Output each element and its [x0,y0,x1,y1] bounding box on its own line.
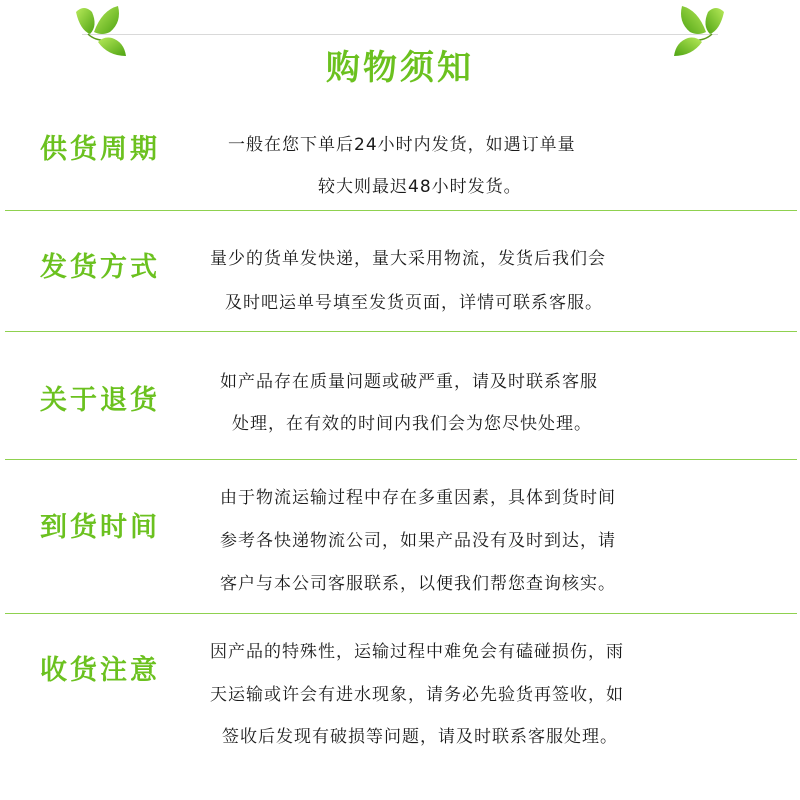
section-line: 客户与本公司客服联系，以便我们帮您查询核实。 [220,574,616,594]
section-line: 一般在您下单后24小时内发货，如遇订单量 [228,135,576,155]
section-divider [5,459,797,460]
header [0,0,800,100]
section-divider [5,613,797,614]
section-heading: 关于退货 [40,385,160,416]
section-divider [5,210,797,211]
section-heading: 收货注意 [40,655,160,686]
section-line: 较大则最迟48小时发货。 [318,177,522,197]
section-line: 天运输或许会有进水现象，请务必先验货再签收，如 [210,685,624,705]
section-divider [5,331,797,332]
title-rule [82,34,718,35]
page-title: 购物须知 [326,48,474,88]
section-line: 处理，在有效的时间内我们会为您尽快处理。 [232,414,592,434]
section-line: 如产品存在质量问题或破严重，请及时联系客服 [220,372,598,392]
section-line: 因产品的特殊性，运输过程中难免会有磕碰损伤，雨 [210,642,624,662]
section-line: 由于物流运输过程中存在多重因素，具体到货时间 [220,488,616,508]
section-line: 及时吧运单号填至发货页面，详情可联系客服。 [225,293,603,313]
section-line: 参考各快递物流公司，如果产品没有及时到达，请 [220,531,616,551]
section-heading: 发货方式 [40,252,160,283]
section-line: 签收后发现有破损等问题，请及时联系客服处理。 [222,727,618,747]
section-heading: 供货周期 [40,134,160,165]
section-line: 量少的货单发快递，量大采用物流，发货后我们会 [210,249,606,269]
section-heading: 到货时间 [40,512,160,543]
